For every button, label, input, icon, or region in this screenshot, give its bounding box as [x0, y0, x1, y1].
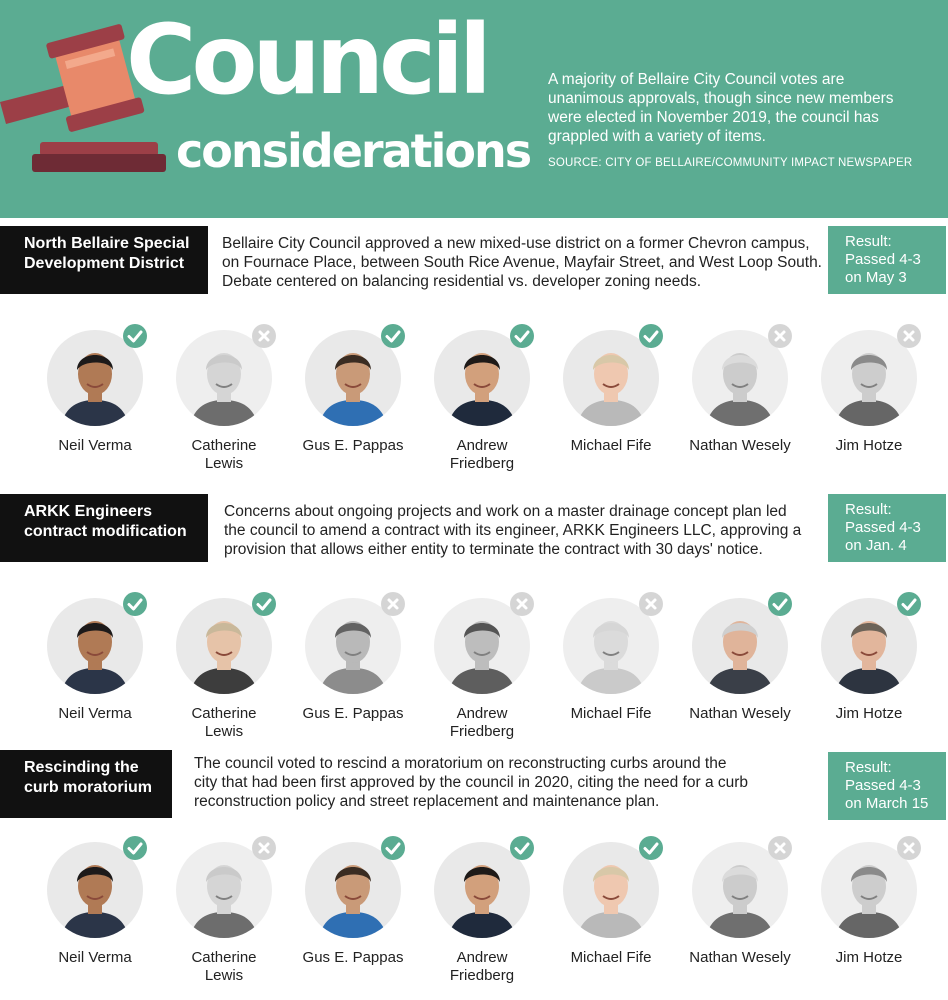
member-name-line: Catherine — [191, 705, 257, 722]
member-name-line: Friedberg — [449, 723, 515, 740]
member-name — [546, 949, 676, 967]
member-name-line: Andrew — [456, 705, 508, 722]
description-line: the council to amend a contract with its engineer, ARKK Engineers LLC, approving a — [224, 522, 802, 539]
member-name-line: Nathan Wesely — [689, 949, 791, 966]
council-member-gus-e-pappas — [288, 842, 418, 967]
member-name-line: Nathan Wesely — [689, 437, 791, 454]
council-member-catherine-lewis — [159, 330, 289, 473]
council-member-neil-verma — [30, 842, 160, 967]
council-member-nathan-wesely — [675, 842, 805, 967]
member-name-line: Neil Verma — [58, 705, 132, 722]
x-icon — [381, 592, 405, 616]
check-icon — [897, 592, 921, 616]
member-name — [804, 949, 934, 967]
check-icon — [123, 836, 147, 860]
member-name-line: Neil Verma — [58, 437, 132, 454]
avatar — [692, 330, 788, 426]
council-member-andrew-friedberg — [417, 598, 547, 741]
check-icon — [252, 592, 276, 616]
check-icon — [123, 324, 147, 348]
member-name — [417, 949, 547, 985]
member-name — [675, 437, 805, 455]
check-icon — [639, 836, 663, 860]
avatar — [305, 330, 401, 426]
check-icon — [510, 836, 534, 860]
member-name — [804, 437, 934, 455]
x-icon — [897, 324, 921, 348]
x-icon — [897, 836, 921, 860]
description-line: Debate centered on balancing residential vs. developer zoning needs. — [222, 273, 702, 290]
issue-label-line: contract modification — [24, 523, 187, 540]
council-member-gus-e-pappas — [288, 598, 418, 723]
avatar — [821, 842, 917, 938]
member-name-line: Michael Fife — [570, 949, 652, 966]
check-icon — [123, 592, 147, 616]
avatar — [563, 598, 659, 694]
description-line: Bellaire City Council approved a new mixed-use district on a former Chevron campus, — [222, 235, 810, 252]
x-icon — [768, 324, 792, 348]
member-name-line: Andrew — [456, 437, 508, 454]
result-box — [828, 494, 946, 562]
member-name-line: Gus E. Pappas — [302, 949, 404, 966]
member-name — [675, 949, 805, 967]
council-member-michael-fife — [546, 842, 676, 967]
member-name — [417, 705, 547, 741]
member-name-line: Friedberg — [449, 967, 515, 984]
issue-description — [222, 234, 822, 291]
member-name-line: Friedberg — [449, 455, 515, 472]
council-member-michael-fife — [546, 330, 676, 455]
member-name — [417, 437, 547, 473]
result-line: Passed 4-3 — [845, 777, 921, 794]
description-line: on Fournace Place, between South Rice Avenue, Mayfair Street, and West Loop South. — [222, 254, 822, 271]
issue-label-line: curb moratorium — [24, 779, 153, 796]
council-member-gus-e-pappas — [288, 330, 418, 455]
member-name — [804, 705, 934, 723]
source-credit: SOURCE: CITY OF BELLAIRE/COMMUNITY IMPACT NEWSPAPER — [548, 157, 913, 169]
member-name — [675, 705, 805, 723]
issue-label — [0, 750, 172, 818]
issue-description — [194, 754, 748, 811]
avatar — [692, 842, 788, 938]
issue-label — [0, 226, 208, 294]
council-member-jim-hotze — [804, 842, 934, 967]
member-name-line: Michael Fife — [570, 437, 652, 454]
result-box — [828, 226, 946, 294]
council-votes — [0, 598, 948, 748]
council-votes — [0, 842, 948, 992]
description-line: reconstruction policy and street replacement and maintenance plan. — [194, 793, 660, 810]
result-box — [828, 752, 946, 820]
member-name-line: Lewis — [204, 723, 244, 740]
issue-label-line: ARKK Engineers — [24, 503, 153, 520]
council-votes — [0, 330, 948, 480]
result-line: on March 15 — [845, 795, 929, 812]
check-icon — [768, 592, 792, 616]
header-banner — [0, 0, 948, 218]
member-name — [159, 949, 289, 985]
council-member-andrew-friedberg — [417, 330, 547, 473]
result-line: Passed 4-3 — [845, 519, 921, 536]
avatar — [563, 842, 659, 938]
member-name — [30, 949, 160, 967]
check-icon — [381, 836, 405, 860]
member-name-line: Jim Hotze — [835, 949, 903, 966]
member-name-line: Catherine — [191, 437, 257, 454]
page-title: Council — [126, 4, 487, 116]
avatar — [47, 842, 143, 938]
intro-text: A majority of Bellaire City Council votes are unanimous approvals, though since new members were elected in November 2019, the council has grappled with a variety of items. — [548, 71, 894, 145]
check-icon — [510, 324, 534, 348]
avatar — [176, 842, 272, 938]
description-line: Concerns about ongoing projects and work on a master drainage concept plan led — [224, 503, 787, 520]
description-line: provision that allows either entity to terminate the contract with 30 days' notice. — [224, 541, 763, 558]
issue-label — [0, 494, 208, 562]
member-name-line: Gus E. Pappas — [302, 437, 404, 454]
avatar — [305, 842, 401, 938]
member-name-line: Nathan Wesely — [689, 705, 791, 722]
avatar — [176, 598, 272, 694]
member-name — [546, 705, 676, 723]
result-line: Result: — [845, 233, 892, 250]
council-member-neil-verma — [30, 598, 160, 723]
issue-description — [224, 502, 801, 559]
result-line: on Jan. 4 — [845, 537, 907, 554]
council-member-nathan-wesely — [675, 598, 805, 723]
avatar — [305, 598, 401, 694]
council-member-andrew-friedberg — [417, 842, 547, 985]
result-line: Result: — [845, 759, 892, 776]
member-name — [30, 705, 160, 723]
check-icon — [381, 324, 405, 348]
result-line: Result: — [845, 501, 892, 518]
x-icon — [252, 324, 276, 348]
avatar — [692, 598, 788, 694]
member-name — [288, 705, 418, 723]
council-member-jim-hotze — [804, 598, 934, 723]
description-line: The council voted to rescind a moratorium on reconstructing curbs around the — [194, 755, 727, 772]
member-name — [30, 437, 160, 455]
x-icon — [639, 592, 663, 616]
avatar — [821, 330, 917, 426]
issue-label-line: Rescinding the — [24, 759, 139, 776]
avatar — [47, 598, 143, 694]
council-member-nathan-wesely — [675, 330, 805, 455]
member-name-line: Gus E. Pappas — [302, 705, 404, 722]
member-name — [159, 437, 289, 473]
avatar — [821, 598, 917, 694]
member-name — [159, 705, 289, 741]
member-name-line: Andrew — [456, 949, 508, 966]
member-name — [288, 437, 418, 455]
x-icon — [768, 836, 792, 860]
member-name-line: Neil Verma — [58, 949, 132, 966]
result-line: Passed 4-3 — [845, 251, 921, 268]
member-name-line: Michael Fife — [570, 705, 652, 722]
council-member-catherine-lewis — [159, 842, 289, 985]
avatar — [434, 842, 530, 938]
council-member-jim-hotze — [804, 330, 934, 455]
avatar — [47, 330, 143, 426]
member-name-line: Lewis — [204, 455, 244, 472]
member-name — [546, 437, 676, 455]
page-subtitle: considerations — [176, 124, 531, 178]
member-name-line: Lewis — [204, 967, 244, 984]
x-icon — [510, 592, 534, 616]
result-line: on May 3 — [845, 269, 907, 286]
avatar — [434, 598, 530, 694]
issue-label-line: Development District — [24, 255, 185, 272]
x-icon — [252, 836, 276, 860]
member-name-line: Jim Hotze — [835, 705, 903, 722]
council-member-neil-verma — [30, 330, 160, 455]
description-line: city that had been first approved by the council in 2020, citing the need for a curb — [194, 774, 749, 791]
council-member-michael-fife — [546, 598, 676, 723]
member-name — [288, 949, 418, 967]
member-name-line: Catherine — [191, 949, 257, 966]
issue-label-line: North Bellaire Special — [24, 235, 190, 252]
avatar — [434, 330, 530, 426]
council-member-catherine-lewis — [159, 598, 289, 741]
check-icon — [639, 324, 663, 348]
avatar — [176, 330, 272, 426]
member-name-line: Jim Hotze — [835, 437, 903, 454]
avatar — [563, 330, 659, 426]
